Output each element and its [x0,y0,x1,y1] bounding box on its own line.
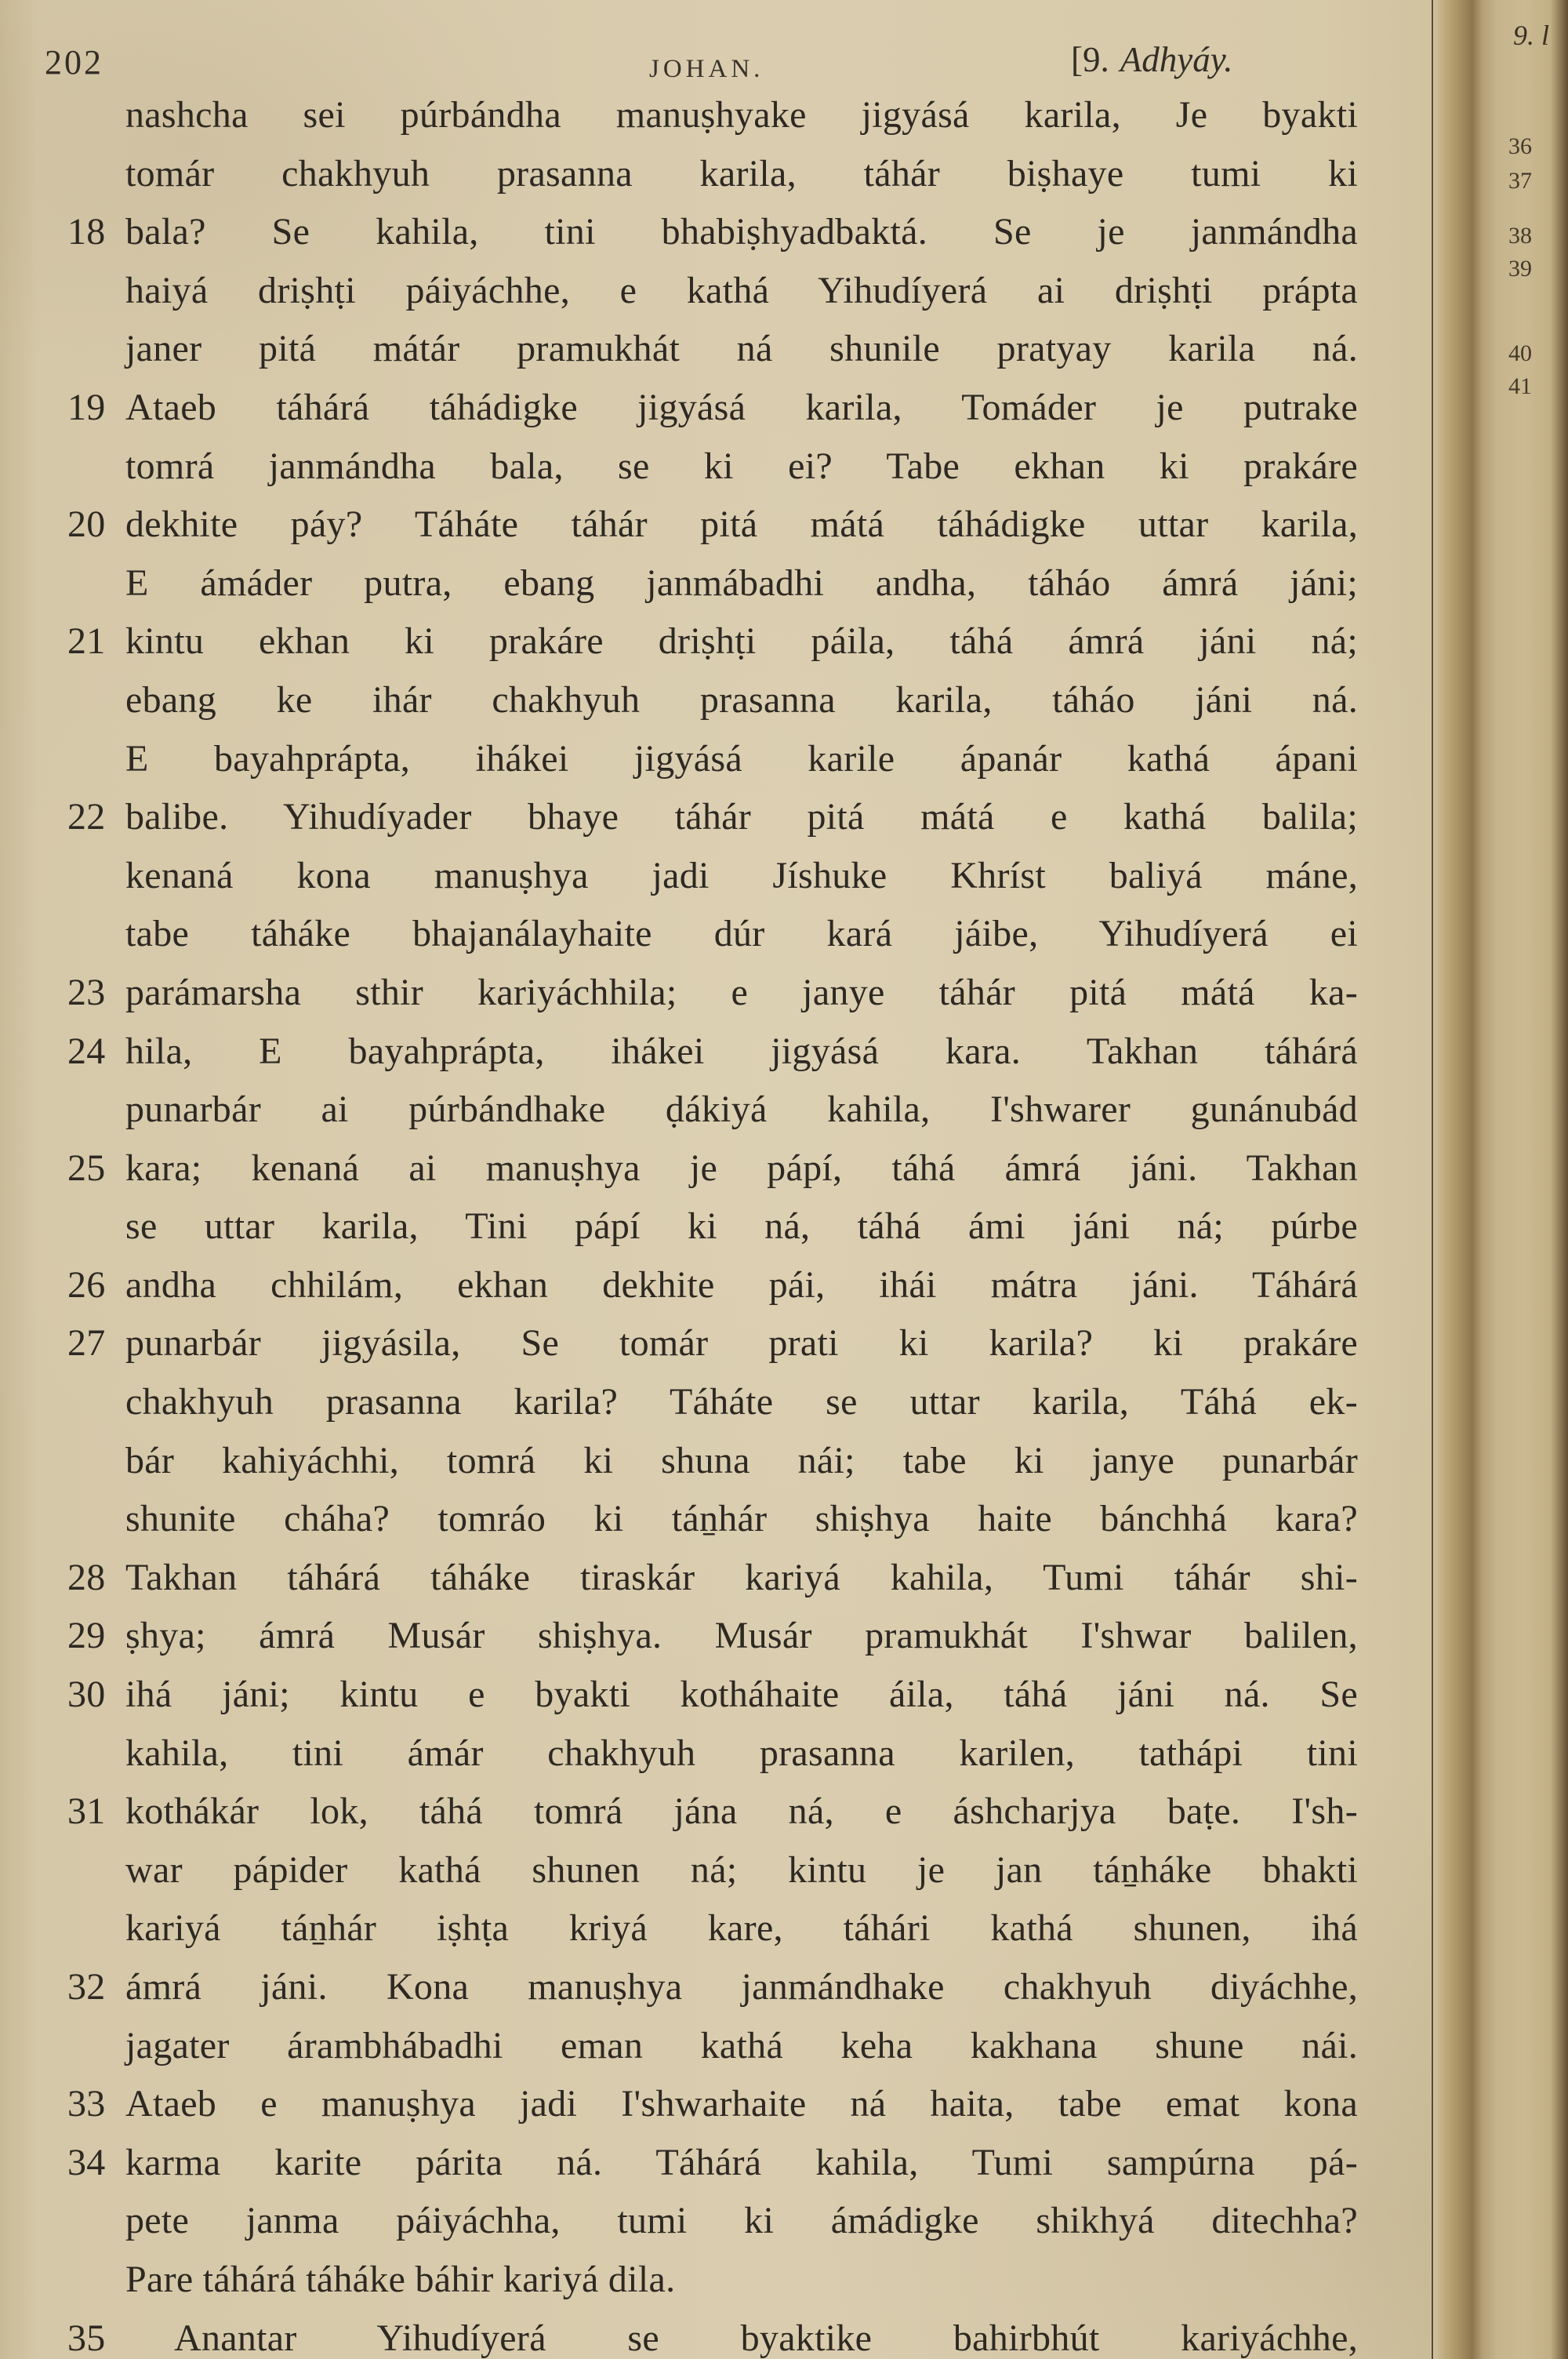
text-line [125,905,1358,964]
verse-number: 30 [67,1674,106,1716]
verse-text: Ataeb e manuṣhya jadi I'shwarhaite ná haita, tabe emat kona [125,2083,1358,2125]
page-number: 202 [45,43,103,82]
verse-text: Takhan táhárá táháke tiraskár kariyá kahila, Tumi táhár shi- [125,1556,1358,1598]
text-line [67,1314,1358,1373]
verse-number: 31 [67,1790,106,1833]
verse-number: 33 [67,2083,106,2125]
text-line [125,1841,1358,1900]
text-line [67,379,1358,438]
verse-text: punarbár ai púrbándhake ḍákiyá kahila, I'shwarer gunánubád [125,1089,1358,1131]
edge-verse-number: 36 [1508,133,1532,159]
text-line [125,2017,1358,2076]
verse-text: E ámáder putra, ebang janmábadhi andha, táháo ámrá jáni; [125,562,1358,604]
verse-text: tomár chakhyuh prasanna karila, táhár biṣhaye tumi ki [125,152,1358,194]
text-line [67,203,1358,262]
verse-number: 25 [67,1147,106,1189]
edge-top-label: 9. l [1512,20,1549,51]
verse-text: haiyá driṣhṭi páiyáchhe, e kathá Yihudíyerá ai driṣhṭi prápta [125,269,1358,311]
verse-number: 27 [67,1322,106,1365]
text-line [125,1725,1358,1783]
verse-text: bala? Se kahila, tini bhabiṣhyadbaktá. Se je janmándha [125,211,1358,253]
verse-text: punarbár jigyásila, Se tomár prati ki karila? ki prakáre [125,1322,1358,1365]
text-line [125,1373,1358,1432]
text-line [67,1666,1358,1725]
verse-text: tabe táháke bhajanálayhaite dúr kará jáibe, Yihudíyerá ei [125,913,1358,955]
text-line [67,496,1358,554]
text-line [125,262,1358,321]
verse-text: karma karite párita ná. Táhárá kahila, Tumi sampúrna pá- [125,2141,1358,2183]
text-line [125,730,1358,789]
running-title: JOHAN. [649,55,764,83]
verse-text: ṣhya; ámrá Musár shiṣhya. Musár pramukhát I'shwar balilen, [125,1615,1358,1657]
verse-number: 32 [67,1966,106,2008]
edge-verse-number: 39 [1508,256,1532,282]
chapter-word: Adhyáy. [1120,40,1233,79]
verse-text: chakhyuh prasanna karila? Táháte se uttar karila, Táhá ek- [125,1381,1358,1423]
verse-number: 35 [67,2317,106,2359]
verse-number: 18 [67,211,106,253]
verse-text: ebang ke ihár chakhyuh prasanna karila, táháo jáni ná. [125,678,1358,721]
text-line [67,1256,1358,1315]
text-line [67,964,1358,1023]
text-lines [67,86,1358,2359]
text-line [125,2192,1358,2251]
text-line [125,145,1358,204]
verse-text: ámrá jáni. Kona manuṣhya janmándhake chakhyuh diyáchhe, [125,1966,1358,2008]
edge-verse-number: 37 [1508,168,1532,194]
chapter-heading [1071,39,1232,80]
verse-number: 22 [67,796,106,838]
edge-verse-number: 38 [1508,223,1532,249]
text-line [125,1490,1358,1549]
text-line [67,1783,1358,1841]
verse-number: 34 [67,2141,106,2183]
text-line [67,2310,1358,2359]
verse-number: 19 [67,386,106,428]
verse-text: se uttar karila, Tini pápí ki ná, táhá ámi jáni ná; púrbe [125,1205,1358,1248]
text-line [67,1549,1358,1608]
verse-number: 29 [67,1615,106,1657]
verse-text: kara; kenaná ai manuṣhya je pápí, táhá ámrá jáni. Takhan [125,1147,1358,1189]
verse-text: bár kahiyáchhi, tomrá ki shuna nái; tabe ki janye punarbár [125,1439,1358,1481]
verse-text: dekhite páy? Táháte táhár pitá mátá táhádigke uttar karila, [125,503,1358,546]
text-line [125,554,1358,613]
text-line [125,1899,1358,1958]
edge-verse-number: 40 [1508,340,1532,366]
verse-number: 28 [67,1556,106,1598]
text-line [125,320,1358,379]
verse-text: parámarsha sthir kariyáchhila; e janye táhár pitá mátá ka- [125,971,1358,1013]
verse-text: nashcha sei púrbándha manuṣhyake jigyásá karila, Je byakti [125,94,1358,136]
verse-text: Pare táhárá táháke báhir kariyá dila. [125,2258,676,2300]
text-line [67,1607,1358,1666]
verse-number: 20 [67,503,106,546]
page-edge [1432,0,1568,2359]
verse-text: Anantar Yihudíyerá se byaktike bahirbhút kariyáchhe, [174,2317,1358,2359]
verse-text: shunite cháha? tomráo ki táṉhár shiṣhya haite bánchhá kara? [125,1498,1358,1540]
verse-text: kariyá táṉhár iṣhṭa kriyá kare, táhári kathá shunen, ihá [125,1907,1358,1950]
verse-text: andha chhilám, ekhan dekhite pái, ihái mátra jáni. Táhárá [125,1263,1358,1306]
text-line [67,612,1358,671]
text-line [67,1140,1358,1198]
verse-text: kothákár lok, táhá tomrá jána ná, e áshcharjya baṭe. I'sh- [125,1790,1358,1833]
verse-text: ihá jáni; kintu e byakti kotháhaite áila, táhá jáni ná. Se [125,1674,1358,1716]
verse-text: kenaná kona manuṣhya jadi Jíshuke Khríst baliyá máne, [125,854,1358,896]
verse-text: janer pitá mátár pramukhát ná shunile pratyay karila ná. [125,328,1358,370]
verse-text: pete janma páiyáchha, tumi ki ámádigke shikhyá ditechha? [125,2200,1358,2242]
verse-text: kahila, tini ámár chakhyuh prasanna karilen, tathápi tini [125,1732,1358,1774]
text-line [125,1081,1358,1140]
chapter-number: [9. [1071,40,1109,79]
text-line [125,86,1358,145]
text-line [125,671,1358,730]
text-line [67,1023,1358,1081]
verse-text: tomrá janmándha bala, se ki ei? Tabe ekhan ki prakáre [125,445,1358,487]
verse-text: hila, E bayahprápta, ihákei jigyásá kara. Takhan táhárá [125,1030,1358,1072]
text-line [67,788,1358,847]
verse-text: kintu ekhan ki prakáre driṣhṭi páila, táhá ámrá jáni ná; [125,620,1358,663]
text-line [125,1198,1358,1256]
edge-verse-number: 41 [1508,373,1532,399]
verse-number: 21 [67,620,106,663]
text-line [67,2134,1358,2193]
verse-number: 26 [67,1263,106,1306]
text-line [125,1432,1358,1491]
text-line [125,2251,1358,2310]
verse-text: war pápider kathá shunen ná; kintu je jan táṉháke bhakti [125,1848,1358,1891]
verse-number: 23 [67,971,106,1013]
text-line [67,1958,1358,2017]
text-line [125,438,1358,496]
verse-text: jagater árambhábadhi eman kathá keha kakhana shune nái. [125,2024,1358,2066]
text-line [125,847,1358,906]
verse-text: E bayahprápta, ihákei jigyásá karile ápanár kathá ápani [125,737,1358,780]
verse-text: Ataeb táhárá táhádigke jigyásá karila, Tomáder je putrake [125,386,1358,428]
text-line [67,2075,1358,2134]
verse-text: balibe. Yihudíyader bhaye táhár pitá mátá e kathá balila; [125,796,1358,838]
verse-number: 24 [67,1030,106,1072]
